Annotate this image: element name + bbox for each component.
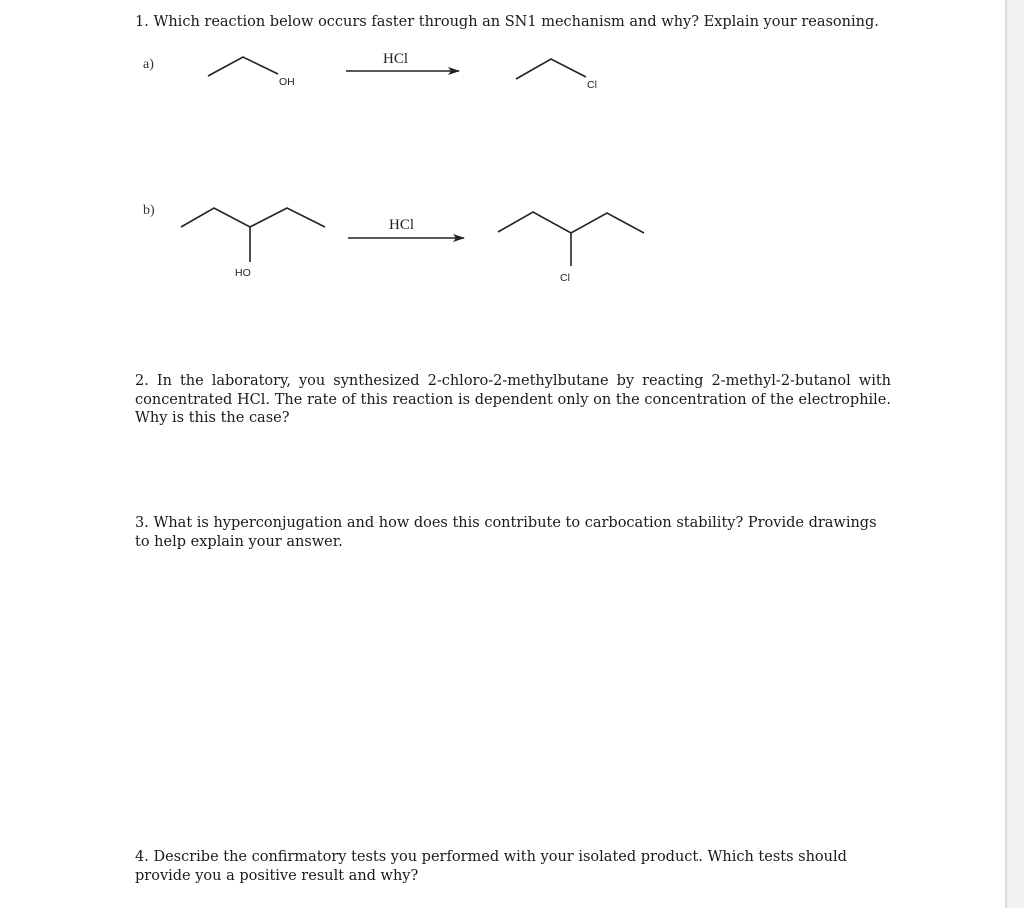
question-3: 3. What is hyperconjugation and how does this contribute to carbocation stability? Provide drawings to help explain your answer. [135,515,877,550]
question-4: 4. Describe the confirmatory tests you performed with your isolated product. Which tests should provide you a positive result and why? [135,849,847,884]
question-1: 1. Which reaction below occurs faster through an SN1 mechanism and why? Explain your reasoning. [135,14,879,30]
reactant-a-bonds [208,57,278,76]
reaction-a-reactant [208,57,295,88]
reaction-a-reagent: HCl [383,51,409,67]
reaction-b-product [498,212,644,284]
reaction-b-reagent: HCl [389,217,415,233]
reactant-a-oh: OH [279,76,295,88]
product-b-chain [498,212,644,233]
reaction-schemes [0,0,1005,320]
reactant-b-chain [181,208,325,227]
product-a-bonds [516,59,586,79]
product-a-cl: Cl [587,79,597,91]
reaction-a-arrow [346,51,459,71]
reaction-b-reactant [181,208,325,279]
reaction-b-arrow [348,217,464,238]
product-b-cl: Cl [560,272,570,284]
reaction-a-label: a) [143,57,154,72]
question-2: 2. In the laboratory, you synthesized 2-chloro-2-methylbutane by reacting 2-methyl-2-butanol with concentrated HCl. The rate of this reaction is dependent only on the concentration of the electrophile. Why is this the case? [135,373,891,426]
reaction-a-product [516,59,597,91]
reaction-b-label: b) [143,203,155,218]
reactant-b-ho: HO [235,267,251,279]
